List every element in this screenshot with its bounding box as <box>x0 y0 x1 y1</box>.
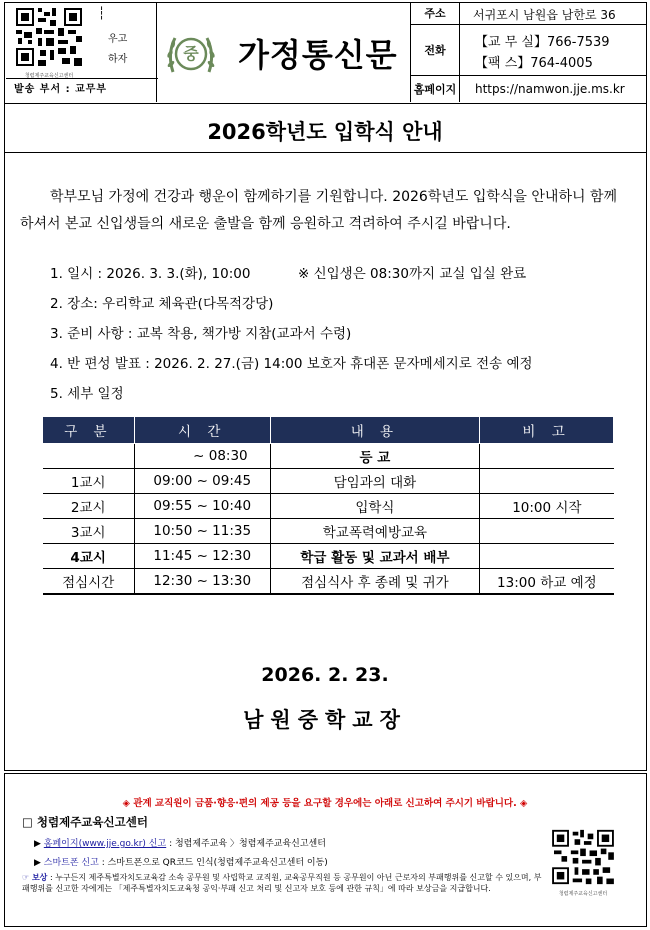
col-header-period: 구 분 <box>43 417 135 444</box>
table-row <box>43 444 614 469</box>
cell-period: 4교시 <box>43 544 135 569</box>
logo-character: 중 <box>183 44 199 63</box>
newsletter-title: 가정통신문 <box>238 36 398 74</box>
header-side-mark: ┆ <box>98 6 106 20</box>
homepage-row <box>411 76 647 102</box>
homepage-label: 홈페이지 <box>411 76 460 102</box>
phone-fax: 【팩 스】764-4005 <box>475 56 593 71</box>
cell-note <box>480 519 614 544</box>
report-smartphone-line <box>34 855 328 868</box>
cell-period: 2교시 <box>43 494 135 519</box>
title-divider <box>4 152 647 153</box>
reward-label: ☞ 보상 <box>22 873 48 882</box>
intro-paragraph <box>20 184 630 238</box>
col-header-note: 비 고 <box>480 417 614 444</box>
report-smartphone-label: 스마트폰 신고 <box>43 858 99 868</box>
table-row <box>43 519 614 544</box>
cell-period: 1교시 <box>43 469 135 494</box>
qr-caption: 청렴제주교육신고센터 <box>24 73 74 79</box>
cell-note <box>480 544 614 569</box>
address-label: 주소 <box>411 2 460 24</box>
report-homepage-text: : 청렴제주교육 〉청렴제주교육신고센터 <box>169 839 326 849</box>
cell-content: 등 교 <box>270 444 480 469</box>
cell-note <box>480 469 614 494</box>
cell-time: 11:45 ~ 12:30 <box>134 544 270 569</box>
qr-code-icon <box>14 6 84 68</box>
footer-qr-caption: 청렴제주교육신고센터 <box>558 891 608 897</box>
cell-note <box>480 444 614 469</box>
report-homepage-link[interactable]: 홈페이지(www.jje.go.kr) 신고 <box>43 839 167 849</box>
report-notice: ◈ 관계 교직원이 금품·향응·편의 제공 등을 요구할 경우에는 아래로 신고하여 주시기 바랍니다. ◈ <box>122 798 528 809</box>
address-row <box>411 2 647 25</box>
sending-department: 발송 부서 : 교무부 <box>14 84 108 95</box>
report-center-heading: □ 청렴제주교육신고센터 <box>22 815 148 829</box>
cell-period: 점심시간 <box>43 569 135 595</box>
dept-divider <box>6 78 158 79</box>
cell-time: 12:30 ~ 13:30 <box>134 569 270 595</box>
phone-row <box>411 25 647 76</box>
bullet-icon: ▶ <box>34 839 44 849</box>
col-header-content: 내 용 <box>270 417 480 444</box>
cell-period <box>43 444 135 469</box>
school-info-table <box>410 2 647 102</box>
principal-signature: 남원중학교장 <box>243 708 407 732</box>
homepage-link[interactable]: https://namwon.jje.ms.kr <box>475 82 625 96</box>
cell-content: 담임과의 대화 <box>270 469 480 494</box>
notice-title: 2026학년도 입학식 안내 <box>207 120 443 144</box>
qr-code-icon <box>550 828 616 886</box>
cell-content: 학교폭력예방교육 <box>270 519 480 544</box>
table-row <box>43 469 614 494</box>
header-side-text-2: 하자 <box>108 54 128 65</box>
cell-time: 10:50 ~ 11:35 <box>134 519 270 544</box>
report-homepage-line <box>34 836 326 849</box>
footer-qr-code[interactable] <box>550 828 616 896</box>
table-row <box>43 569 614 595</box>
item-prep: 3. 준비 사항 : 교복 착용, 책가방 지참(교과서 수령) <box>50 326 352 342</box>
cell-note: 13:00 하교 예정 <box>480 569 614 595</box>
bullet-icon: ▶ <box>34 858 44 868</box>
cell-content: 입학식 <box>270 494 480 519</box>
cell-time: 09:55 ~ 10:40 <box>134 494 270 519</box>
notice-date: 2026. 2. 23. <box>261 664 389 686</box>
phone-label: 전화 <box>411 25 460 75</box>
report-smartphone-text: : 스마트폰으로 QR코드 인식(청렴제주교육신고센터 이동) <box>101 858 328 868</box>
reward-info <box>22 872 542 894</box>
cell-content: 학급 활동 및 교과서 배부 <box>270 544 480 569</box>
schedule-header-row <box>43 417 614 444</box>
schedule-table <box>42 416 614 595</box>
school-logo <box>165 24 217 82</box>
cell-time: ~ 08:30 <box>134 444 270 469</box>
address-value: 서귀포시 남원읍 남한로 36 <box>473 8 616 22</box>
header-side-text-1: 우고 <box>108 34 128 45</box>
cell-note: 10:00 시작 <box>480 494 614 519</box>
intro-text: 학부모님 가정에 건강과 행운이 함께하기를 기원합니다. 2026학년도 입학식을 안내하니 함께 하셔서 본교 신입생들의 새로운 출발을 함께 응원하고 격려하여 주시길 바랍니다. <box>20 189 617 232</box>
cell-content: 점심식사 후 종례 및 귀가 <box>270 569 480 595</box>
cell-period: 3교시 <box>43 519 135 544</box>
cell-time: 09:00 ~ 09:45 <box>134 469 270 494</box>
item-class-announce: 4. 반 편성 발표 : 2026. 2. 27.(금) 14:00 보호자 휴대폰 문자메세지로 전송 예정 <box>50 356 533 372</box>
header-qr-code[interactable] <box>14 6 84 79</box>
item-place: 2. 장소: 우리학교 체육관(다목적강당) <box>50 296 274 312</box>
reward-text: : 누구든지 제주특별자치도교육감 소속 공무원 및 사립학교 교직원, 교육공무직원 등 공무원이 아닌 근로자의 부패행위를 신고할 수 있으며, 부패행위를 신고한 자에게는 「제주특별자치도교육청 공익·부패 신고 처리 및 신고자 보호 등에 관한 규칙」에 따라 보상금을 지급합니다. <box>22 873 542 893</box>
phone-office: 【교 무 실】766-7539 <box>475 35 610 50</box>
table-row <box>43 494 614 519</box>
header-divider-left <box>156 2 157 102</box>
item-date: 1. 일시 : 2026. 3. 3.(화), 10:00 <box>50 266 251 282</box>
item-schedule: 5. 세부 일정 <box>50 386 124 402</box>
col-header-time: 시 간 <box>134 417 270 444</box>
table-row <box>43 544 614 569</box>
item-date-note: ※ 신입생은 08:30까지 교실 입실 완료 <box>298 266 527 282</box>
